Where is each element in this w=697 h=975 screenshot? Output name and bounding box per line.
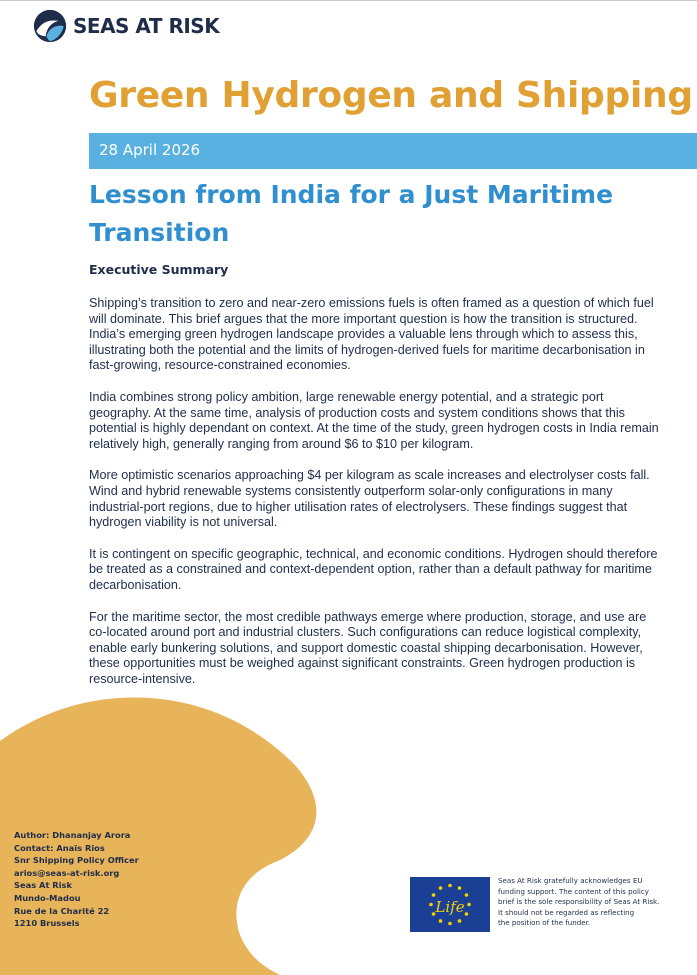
eu-star-icon [429, 903, 433, 907]
eu-flag-icon [410, 877, 490, 932]
eu-star-icon [465, 912, 469, 916]
eu-star-icon [439, 886, 443, 890]
publication-date: 28 April 2026 [99, 141, 201, 159]
email-link[interactable]: arios@seas-at-risk.org [14, 867, 120, 878]
org-line: Seas At Risk [14, 880, 72, 891]
building-line: Mundo-Madou [14, 892, 81, 903]
eu-star-icon [448, 884, 452, 888]
eu-star-icon [458, 886, 462, 890]
paragraph: More optimistic scenarios approaching $4 per kilogram as scale increases and electrolyser costs fall. Wind and hybrid renewable systems consistently outperform solar-only configurations in many industrial-port regions, due to higher utilisation rates of electrolysers. These findings suggest that hydrogen viability is not universal. [89, 468, 650, 530]
contact-block [14, 829, 139, 930]
disclaimer-line: Seas At Risk gratefully acknowledges EU [498, 876, 643, 885]
eu-star-icon [465, 893, 469, 897]
disclaimer-line: brief is the sole responsibility of Seas At Risk. [498, 897, 660, 907]
eu-star-icon [432, 893, 436, 897]
executive-summary-heading: Executive Summary [89, 262, 229, 277]
eu-star-icon [448, 922, 452, 926]
paragraph: Shipping’s transition to zero and near-zero emissions fuels is often framed as a question of which fuel will dominate. This brief argues that the more important question is how the transition is structured. India’s emerging green hydrogen landscape provides a valuable lens through which to assess this, illustrating both the potential and the limits of hydrogen-derived fuels for maritime decarbonisation in fast-growing, resource-constrained economies. [89, 296, 654, 373]
contact-line: Contact: Anaïs Rios [14, 842, 105, 853]
role-line: Snr Shipping Policy Officer [14, 855, 139, 866]
decorative-wave-shape [0, 675, 400, 975]
document-title: Green Hydrogen and Shipping [89, 75, 693, 116]
document-subtitle: Lesson from India for a Just Maritime Transition [89, 180, 614, 247]
disclaimer-line: It should not be regarded as reflecting [498, 907, 635, 917]
top-rule [0, 0, 697, 1]
city-line: 1210 Brussels [14, 918, 80, 929]
seas-at-risk-logo [33, 9, 219, 43]
paragraph: It is contingent on specific geographic, technical, and economic conditions. Hydrogen should therefore be treated as a constrained and context-dependent option, rather than a default pathway for maritime decarbonisation. [89, 546, 658, 592]
eu-star-icon [439, 919, 443, 923]
paragraph: India combines strong policy ambition, large renewable energy potential, and a strategic port geography. At the same time, analysis of production costs and system conditions shows that this potential is highly dependant on context. At the time of the study, green hydrogen costs in India remain relatively high, generally ranging from around $6 to $10 per kilogram. [89, 389, 659, 451]
paragraph: For the maritime sector, the most credible pathways emerge where production, storage, and use are co-located around port and industrial clusters. Such configurations can reduce logistical complexity, enable early bunkering solutions, and support domestic coastal shipping decarbonisation. However, these opportunities must be weighed against significant constraints. Green hydrogen production is resource-intensive. [89, 609, 647, 686]
eu-star-icon [458, 919, 462, 923]
disclaimer-line: funding support. The content of this policy [498, 886, 649, 896]
wave-circle-icon [33, 9, 67, 43]
author-line: Author: Dhananjay Arora [14, 830, 131, 840]
logo-text: SEAS AT RISK [73, 14, 220, 38]
executive-summary-body [89, 296, 659, 703]
date-bar [89, 133, 697, 169]
funding-disclaimer [498, 876, 678, 929]
eu-star-icon [467, 903, 471, 907]
life-logo-text: Life [435, 898, 465, 916]
disclaimer-line: the position of the funder. [498, 918, 591, 928]
street-line: Rue de la Charité 22 [14, 905, 110, 916]
